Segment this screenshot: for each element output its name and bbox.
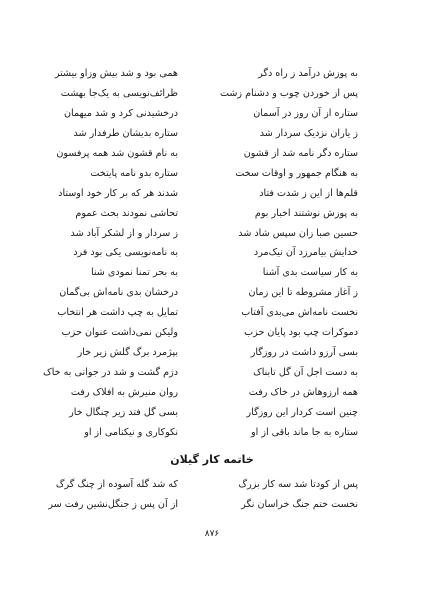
verse-hemistich-right: ستاره به جا ماند باقی از او [250,426,358,438]
verse-hemistich-left: به نامه‌نویسی یکی بود فرد [73,247,178,259]
verse-hemistich-left: از آن پس ز جنگل‌نشین رفت سر [48,498,178,510]
verse-hemistich-right: چنین است کردار این روزگار [246,406,358,418]
poem-body [0,64,424,444]
verse-hemistich-left: ستاره بدو نامه پایتخت [90,167,178,179]
verse-hemistich-left: تحاشی نمودند بحث عموم [75,207,178,219]
verse-hemistich-left: ولیکن نمی‌داشت عنوان حزب [61,327,178,339]
verse-hemistich-left: دژم گشت و شد در جوانی به خاک [43,367,178,379]
verse-hemistich-right: ستاره از آن روز در آسمان [253,107,358,119]
verse-hemistich-left: تمایل به چپ داشت هر انتخاب [57,307,178,319]
verse-hemistich-right: قلم‌ها از این ز شدت فتاد [259,187,358,199]
verse-hemistich-right: به هنگام جمهور و اوقات سخت [235,167,358,179]
verse-hemistich-left: درخشان بدی نامه‌اش بی‌گمان [59,287,178,299]
verse-hemistich-left: نکوکاری و نیکنامی از او [84,426,178,438]
verse-hemistich-left: شدند هر که بر کار خود اوستاد [58,187,178,199]
verse-hemistich-left: ز سردار و از لشکر آباد شد [70,227,178,239]
page-number: ۸۷۶ [204,529,220,539]
verse-hemistich-right: به دست اجل آن گل تابناک [253,367,358,379]
verse-hemistich-left: ستاره بدیشان طرفدار شد [73,127,178,139]
verse-hemistich-left: که شد گله آسوده از چنگ گرگ [55,479,178,490]
verse-hemistich-left: به بحر تمنا نمودی شنا [90,267,178,279]
verse-hemistich-right: ز یاران نزدیک سردار شد [259,127,358,139]
verse-hemistich-right: بسی آرزو داشت در روزگار [250,347,358,359]
verse-hemistich-right: ستاره دگر نامه شد از قشون [243,147,358,159]
section-heading: خاتمه کار گیلان [170,453,254,466]
poem-left-column [8,64,178,443]
verse-hemistich-left: درخشیدنی کرد و شد میهمان [63,107,178,119]
verse-hemistich-right: نخست ختم جنگ خراسان نگر [241,498,358,510]
verse-hemistich-right: همه ارزوهاش در خاک رفت [248,387,358,398]
poem-right-column [188,64,358,443]
verse-hemistich-right: پس از کودتا شد سه کار بزرگ [238,479,358,490]
verse-hemistich-left: ظرائف‌نویسی به یک‌جا بهشت [60,87,178,99]
section-poem-body [0,475,424,519]
verse-hemistich-left: بپژمرد برگ گلش زیر خار [77,347,178,359]
section-left-column [8,475,178,515]
verse-hemistich-right: نخست نامه‌اش می‌بدی آفتاب [241,307,358,319]
verse-hemistich-left: بسی گل فتد زیر چنگال خار [69,406,178,418]
verse-hemistich-right: ز آغاز مشروطه تا این زمان [248,287,358,299]
verse-hemistich-right: به کار سیاست بدی آشنا [262,267,358,279]
verse-hemistich-right: به پوزش نوشتند اخبار بوم [254,207,358,219]
verse-hemistich-left: روان منیرش به افلاک رفت [70,387,178,398]
verse-hemistich-left: همی بود و شد بیش وزاو بیشتر [54,68,178,79]
verse-hemistich-right: پس از خوردن چوب و دشنام زشت [219,87,358,99]
verse-hemistich-right: دموکرات چپ بود پایان حزب [244,327,358,339]
verse-hemistich-right: خدایش بیامرزد آن نیک‌مرد [253,247,358,259]
verse-hemistich-left: به نام قشون شد همه پرفسون [56,147,178,159]
verse-hemistich-right: حسین صبا زان سپس شاد شد [238,227,358,239]
section-right-column [188,475,358,515]
verse-hemistich-right: به پوزش درآمد ز راه دگر [258,68,358,79]
